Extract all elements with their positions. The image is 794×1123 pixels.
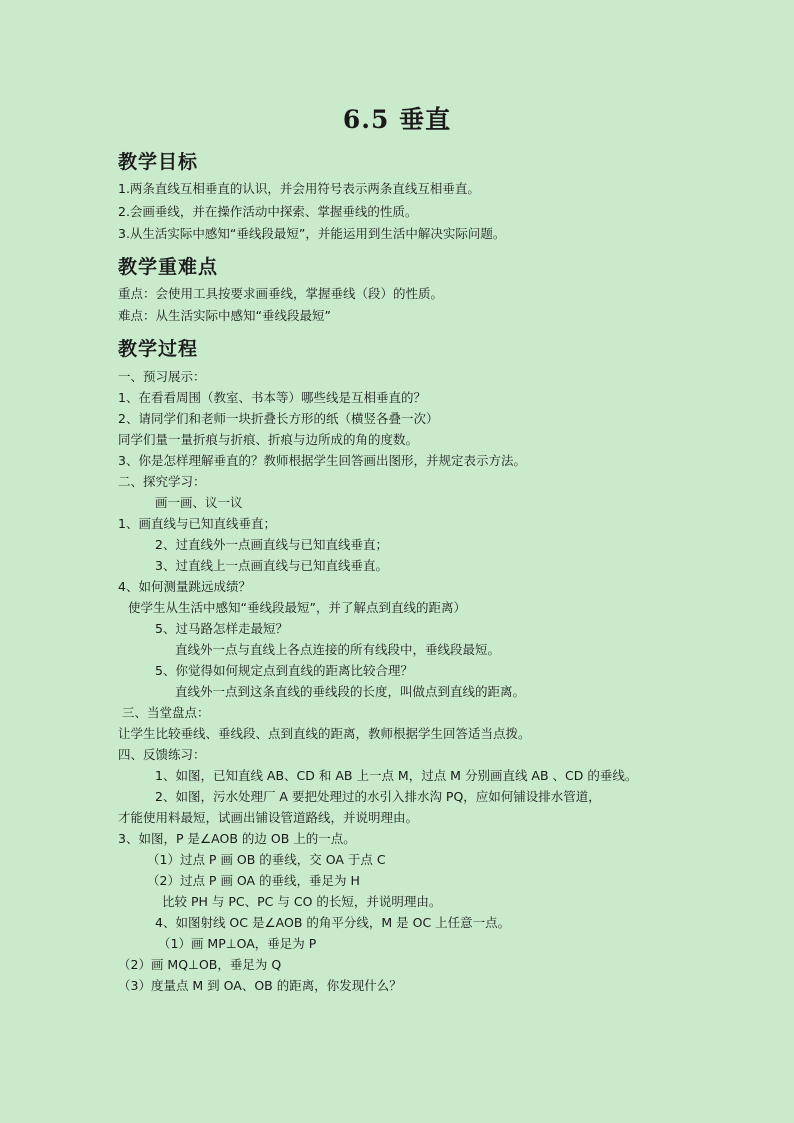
process-line: 4、如何测量跳远成绩？ <box>118 579 251 594</box>
difficulty-heading: 教学重难点 <box>118 256 219 278</box>
process-line: 3、过直线上一点画直线与已知直线垂直。 <box>155 558 388 573</box>
process-line: （2）画 MQ⊥OB，垂足为 Q <box>118 957 282 972</box>
process-line: 直线外一点与直线上各点连接的所有线段中，垂线段最短。 <box>175 642 501 657</box>
goals-heading: 教学目标 <box>118 151 199 173</box>
process-line: （3）度量点 M 到 OA、OB 的距离，你发现什么？ <box>118 978 402 993</box>
process-line: （2）过点 P 画 OA 的垂线，垂足为 H <box>147 873 360 888</box>
process-line: 才能使用料最短，试画出铺设管道路线，并说明理由。 <box>118 810 419 825</box>
process-line: 1、画直线与已知直线垂直； <box>118 516 276 531</box>
page-title: 6.5 垂直 <box>342 105 452 134</box>
process-line: 1、在看看周围（教室、书本等）哪些线是互相垂直的？ <box>118 390 426 405</box>
process-line: 三、当堂盘点： <box>122 705 210 720</box>
process-line: 3、如图，P 是∠AOB 的边 OB 上的一点。 <box>118 831 356 846</box>
process-line: 4、如图射线 OC 是∠AOB 的角平分线，M 是 OC 上任意一点。 <box>155 915 511 930</box>
goal-line: 3.从生活实际中感知“垂线段最短”，并能运用到生活中解决实际问题。 <box>118 226 506 241</box>
process-line: 一、预习展示： <box>118 369 206 384</box>
process-line: 让学生比较垂线、垂线段、点到直线的距离，教师根据学生回答适当点拨。 <box>118 726 531 741</box>
goal-line: 2.会画垂线，并在操作活动中探索、掌握垂线的性质。 <box>118 204 418 219</box>
process-line: 使学生从生活中感知“垂线段最短”，并了解点到直线的距离） <box>128 600 466 615</box>
process-line: 3、你是怎样理解垂直的？教师根据学生回答画出图形，并规定表示方法。 <box>118 453 526 468</box>
difficulty-line: 难点：从生活实际中感知“垂线段最短” <box>118 308 331 323</box>
process-line: 四、反馈练习： <box>118 747 206 762</box>
process-line: 1、如图，已知直线 AB、CD 和 AB 上一点 M，过点 M 分别画直线 AB 、CD 的垂线。 <box>155 768 638 783</box>
process-line: 同学们量一量折痕与折痕、折痕与边所成的角的度数。 <box>118 432 419 447</box>
process-line: 5、你觉得如何规定点到直线的距离比较合理？ <box>155 663 413 678</box>
process-line: 2、请同学们和老师一块折叠长方形的纸（横竖各叠一次） <box>118 411 439 426</box>
process-line: 2、过直线外一点画直线与已知直线垂直； <box>155 537 388 552</box>
difficulty-line: 重点：会使用工具按要求画垂线，掌握垂线（段）的性质。 <box>118 286 444 301</box>
process-line: 5、过马路怎样走最短？ <box>155 621 288 636</box>
process-line: 直线外一点到这条直线的垂线段的长度，叫做点到直线的距离。 <box>175 684 526 699</box>
process-heading: 教学过程 <box>118 338 199 360</box>
goal-line: 1.两条直线互相垂直的认识，并会用符号表示两条直线互相垂直。 <box>118 181 480 196</box>
process-line: 画一画、议一议 <box>155 495 243 510</box>
process-line: 比较 PH 与 PC、PC 与 CO 的长短，并说明理由。 <box>162 894 442 909</box>
process-line: （1）画 MP⊥OA，垂足为 P <box>158 936 317 951</box>
process-line: （1）过点 P 画 OB 的垂线，交 OA 于点 C <box>147 852 386 867</box>
process-line: 2、如图，污水处理厂 A 要把处理过的水引入排水沟 PQ，应如何铺设排水管道， <box>155 789 601 804</box>
process-line: 二、探究学习： <box>118 474 206 489</box>
